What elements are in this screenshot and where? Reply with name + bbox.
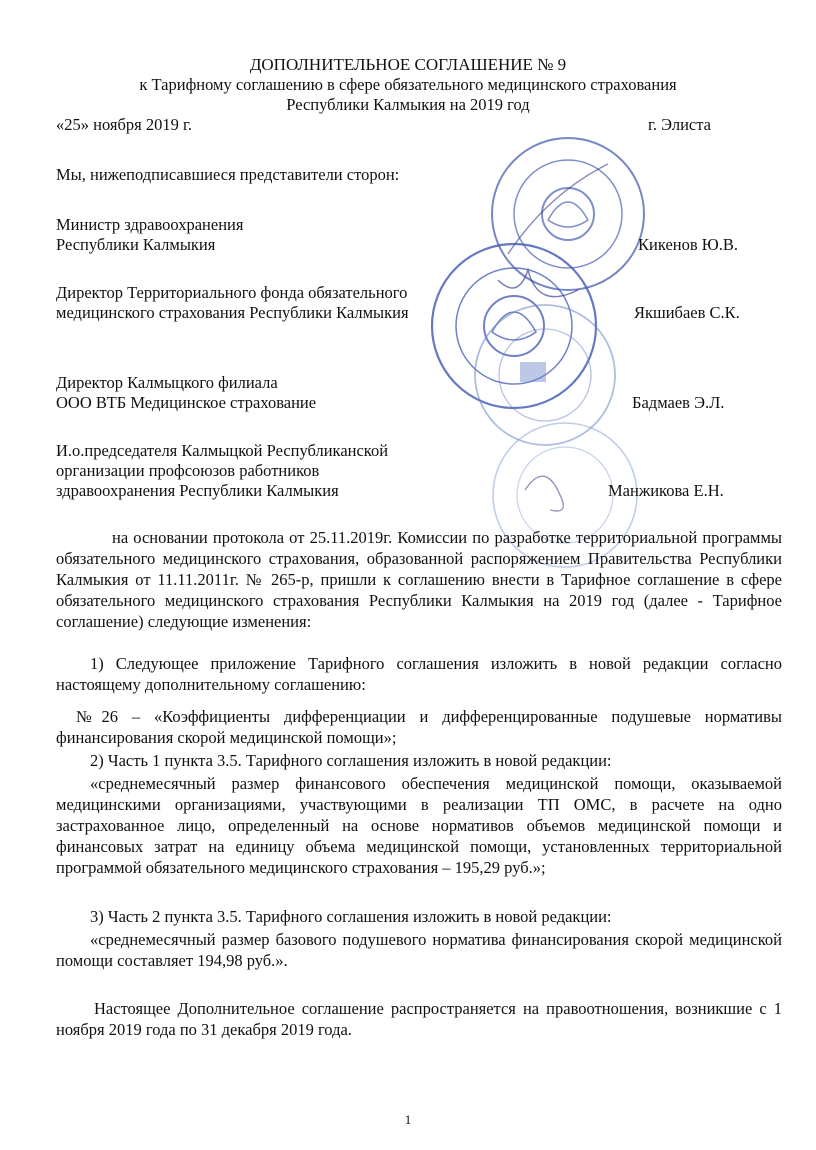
signatory-3-position-line1: Директор Калмыцкого филиала [56, 373, 278, 392]
signatory-4-name: Манжикова Е.Н. [608, 481, 724, 500]
intro-text: Мы, нижеподписавшиеся представители сторон: [56, 165, 400, 184]
item-3-text: «среднемесячный размер базового подушевого норматива финансирования скорой медицинской помощи составляет 194,98 руб.». [56, 930, 782, 970]
item-2-text: «среднемесячный размер финансового обеспечения медицинской помощи, оказываемой медицинскими организациями, участвующими в реализации ТП ОМС, в расчете на одно застрахованное лицо, определенный на основе нормативов объемов медицинской помощи и финансовых затрат на единицу объема медицинской помощи, установленных территориальной программой обязательного медицинского страхования – 195,29 руб.»; [56, 774, 782, 877]
signatory-2-name: Якшибаев С.К. [634, 303, 740, 322]
item-3: 3) Часть 2 пункта 3.5. Тарифного соглашения изложить в новой редакции: [90, 907, 612, 926]
signatory-2-position-line2: медицинского страхования Республики Калмыкия [56, 303, 409, 322]
document-subtitle-line1: к Тарифному соглашению в сфере обязательного медицинского страхования [139, 75, 677, 94]
document-city: г. Элиста [648, 115, 711, 134]
signatory-4-position-line1: И.о.председателя Калмыцкой Республиканской [56, 441, 389, 460]
signatory-4-position-line2: организации профсоюзов работников [56, 461, 320, 480]
document-subtitle-line2: Республики Калмыкия на 2019 год [286, 95, 530, 114]
signatory-4-position-line3: здравоохранения Республики Калмыкия [56, 481, 339, 500]
document-date: «25» ноября 2019 г. [56, 115, 192, 134]
signatory-1-position-line1: Министр здравоохранения [56, 215, 244, 234]
item-1-appendix: №26 – «Коэффициенты дифференциации и дифференцированные подушевые нормативы финансирования скорой медицинской помощи»; [56, 707, 782, 747]
item-1: 1) Следующее приложение Тарифного соглашения изложить в новой редакции согласно настоящему дополнительному соглашению: [56, 654, 782, 694]
signatory-1-position-line2: Республики Калмыкия [56, 235, 216, 254]
signatory-3-position-line2: ООО ВТБ Медицинское страхование [56, 393, 317, 412]
basis-paragraph: на основании протокола от 25.11.2019г. Комиссии по разработке территориальной программы обязательного медицинского страхования, образованной распоряжением Правительства Республики Калмыкия от 11.11.2011г. № 265-р, пришли к соглашению внести в Тарифное соглашение в сфере обязательного медицинского страхования Республики Калмыкия на 2019 год (далее - Тарифное соглашение) следующие изменения: [56, 528, 782, 631]
signatory-1-name: Кикенов Ю.В. [638, 235, 738, 254]
final-paragraph: Настоящее Дополнительное соглашение распространяется на правоотношения, возникшие с 1 ноября 2019 года по 31 декабря 2019 года. [56, 999, 782, 1039]
item-2: 2) Часть 1 пункта 3.5. Тарифного соглашения изложить в новой редакции: [90, 751, 612, 770]
signatory-3-name: Бадмаев Э.Л. [632, 393, 725, 412]
document-title: ДОПОЛНИТЕЛЬНОЕ СОГЛАШЕНИЕ № 9 [249, 55, 567, 74]
signatory-2-position-line1: Директор Территориального фонда обязательного [56, 283, 408, 302]
page-number: 1 [404, 1112, 412, 1127]
